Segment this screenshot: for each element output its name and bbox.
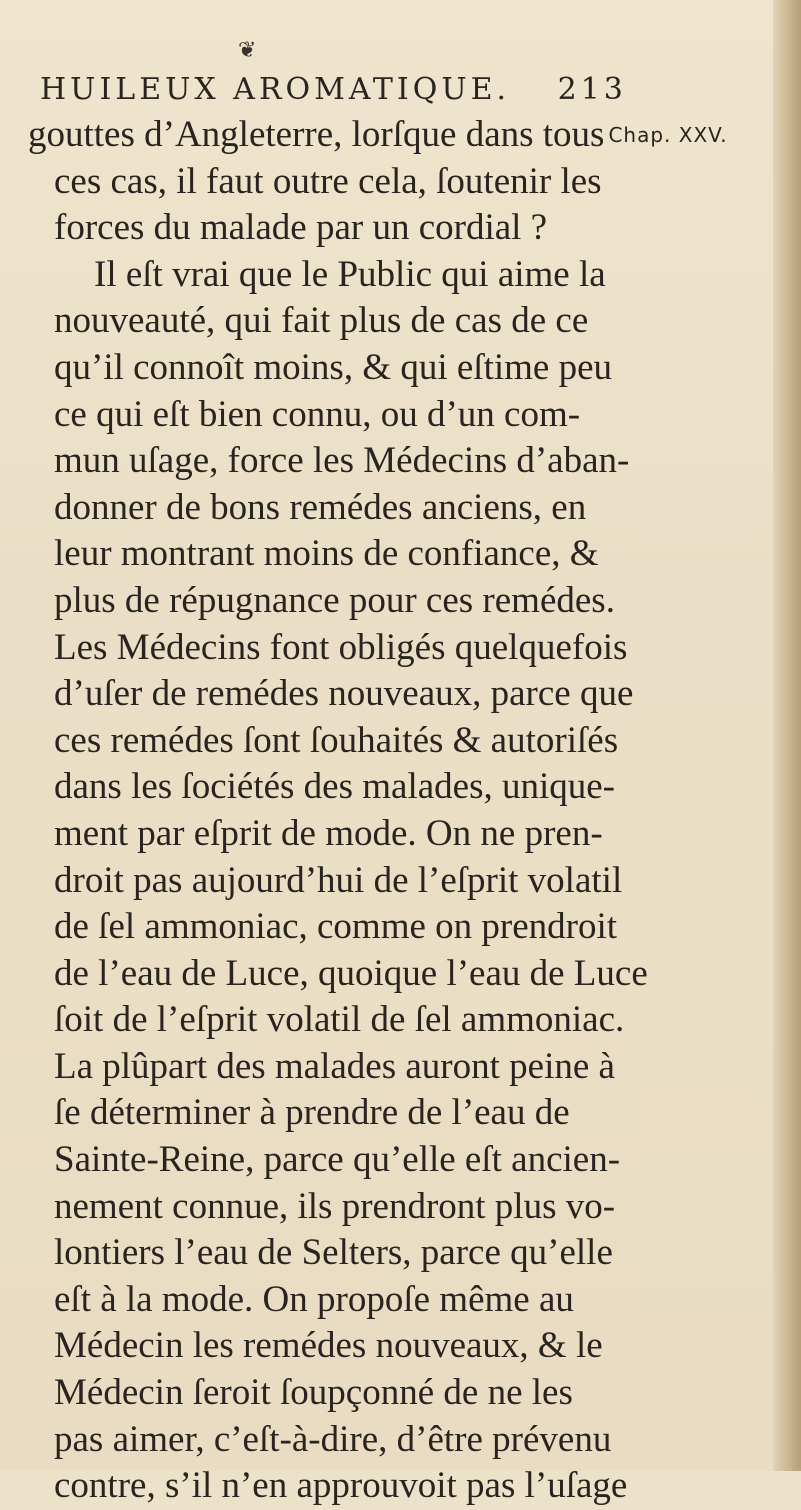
text-line: Les Médecins font obligés quelquefois: [54, 626, 628, 668]
text-line: Médecin ſeroit ſoupçonné de ne les: [54, 1372, 573, 1414]
text-line: ment par eſprit de mode. On ne pren-: [54, 812, 603, 854]
text-line: de ſel ammoniac, comme on prendroit: [54, 906, 618, 948]
printer-ornament-icon: ❦: [238, 38, 257, 63]
text-line: gouttes d’Angleterre, lorſque dans tous Chap. XXV.: [28, 114, 728, 155]
text-line: pas aimer, c’eſt-à-dire, d’être prévenu: [54, 1418, 612, 1460]
text-line: ces cas, il faut outre cela, ſoutenir les: [54, 160, 602, 202]
running-header: [40, 72, 680, 107]
text-line: ſe déterminer à prendre de l’eau de: [54, 1092, 570, 1134]
text-line: eſt à la mode. On propoſe même au: [54, 1278, 574, 1320]
text-line: ces remédes ſont ſouhaités & autoriſés: [54, 719, 619, 761]
running-title: HUILEUX AROMATIQUE.: [40, 72, 511, 107]
text-line: Sainte-Reine, parce qu’elle eſt ancien-: [54, 1139, 621, 1181]
text-line: nement connue, ils prendront plus vo-: [54, 1185, 616, 1227]
page-edge: [773, 0, 801, 1471]
text-line: droit pas aujourd’hui de l’eſprit volatil: [54, 859, 623, 901]
page-number: 213: [557, 72, 627, 107]
text-line: Médecin les remédes nouveaux, & le: [54, 1325, 603, 1367]
text-line: de l’eau de Luce, quoique l’eau de Luce: [54, 952, 648, 994]
text-line: forces du malade par un cordial ?: [54, 207, 548, 249]
text-line: qu’il connoît moins, & qui eſtime peu: [54, 346, 613, 388]
text-line: leur montrant moins de confiance, &: [54, 533, 599, 575]
text-line: plus de répugnance pour ces remédes.: [54, 579, 615, 621]
text-line: ſoit de l’eſprit volatil de ſel ammoniac.: [54, 999, 625, 1041]
text-line: lontiers l’eau de Selters, parce qu’elle: [54, 1232, 613, 1274]
chapter-catchword: Chap. XXV.: [608, 123, 728, 147]
text-line: mun uſage, force les Médecins d’aban-: [54, 440, 630, 482]
text-line: d’uſer de remédes nouveaux, parce que: [54, 673, 634, 715]
text-line: donner de bons remédes anciens, en: [54, 486, 587, 528]
text-line: ce qui eſt bien connu, ou d’un com-: [54, 393, 581, 435]
text-line: nouveauté, qui fait plus de cas de ce: [54, 300, 589, 342]
text-line: dans les ſociétés des malades, unique-: [54, 766, 615, 808]
text-line: contre, s’il n’en approuvoit pas l’uſage: [54, 1465, 628, 1507]
body-text: [28, 112, 744, 1510]
text-line: Il eſt vrai que le Public qui aime la: [94, 253, 606, 295]
text-line: La plûpart des malades auront peine à: [54, 1045, 615, 1087]
